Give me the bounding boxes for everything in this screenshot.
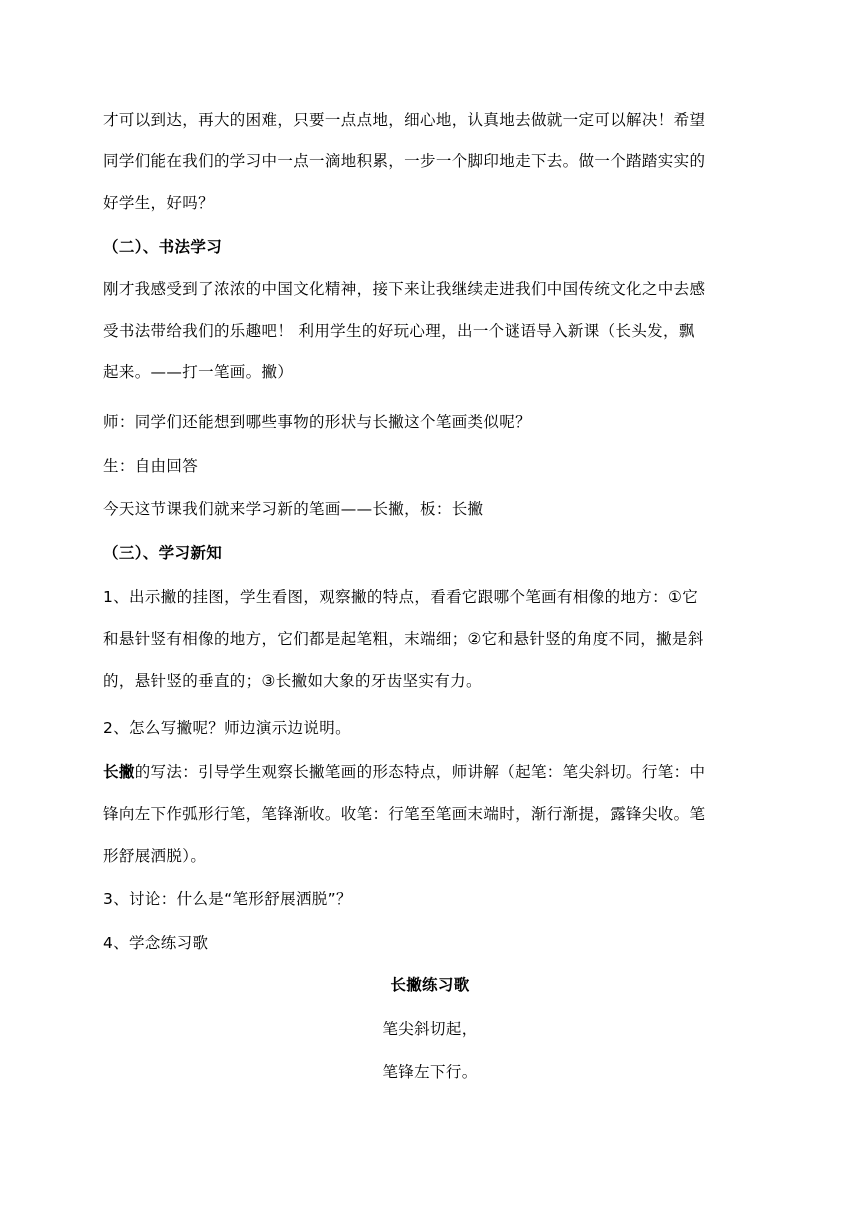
writing-method-text: 的写法：引导学生观察长撇笔画的形态特点，师讲解（起笔：笔尖斜切。行笔：中 (134, 763, 706, 781)
song-line: 笔尖斜切起， (382, 1020, 478, 1038)
paragraph-line: 起来。——打一笔画。撇） (103, 363, 294, 381)
song-line: 笔锋左下行。 (382, 1063, 478, 1081)
paragraph-line: 好学生，好吗？ (103, 194, 214, 212)
paragraph-line: 刚才我感受到了浓浓的中国文化精神，接下来让我继续走进我们中国传统文化之中去感 (103, 280, 706, 298)
writing-method-bold-term: 长撇 (103, 763, 135, 781)
section-heading-new-knowledge: （三）、学习新知 (103, 544, 223, 562)
writing-method-line: 形舒展洒脱）。 (103, 847, 207, 865)
paragraph-line: 才可以到达，再大的困难，只要一点点地，细心地，认真地去做就一定可以解决！希望 (103, 111, 706, 129)
today-lesson-line: 今天这节课我们就来学习新的笔画——长撇，板：长撇 (103, 500, 484, 518)
section-heading-calligraphy: （二）、书法学习 (103, 238, 223, 256)
list-item-1-line: 和悬针竖有相像的地方，它们都是起笔粗，末端细；②它和悬针竖的角度不同，撇是斜 (103, 630, 704, 648)
list-item-1-line: 的，悬针竖的垂直的；③长撇如大象的牙齿坚实有力。 (103, 672, 482, 690)
writing-method-line: 锋向左下作弧形行笔，笔锋渐收。收笔：行笔至笔画末端时，渐行渐提，露锋尖收。笔 (103, 805, 706, 823)
paragraph-line: 同学们能在我们的学习中一点一滴地积累，一步一个脚印地走下去。做一个踏踏实实的 (103, 152, 706, 170)
paragraph-line: 受书法带给我们的乐趣吧！ 利用学生的好玩心理，出一个谜语导入新课（长头发，飘 (103, 322, 695, 340)
song-title: 长撇练习歌 (390, 976, 470, 994)
teacher-question: 师：同学们还能想到哪些事物的形状与长撇这个笔画类似呢？ (103, 413, 531, 431)
list-item-4: 4、学念练习歌 (103, 934, 209, 952)
list-item-2: 2、怎么写撇呢？师边演示边说明。 (103, 719, 351, 737)
list-item-1-line: 1、出示撇的挂图，学生看图，观察撇的特点，看看它跟哪个笔画有相像的地方：①它 (103, 588, 699, 606)
writing-method-line (103, 762, 757, 782)
student-answer: 生：自由回答 (103, 457, 199, 475)
list-item-3: 3、讨论：什么是“笔形舒展洒脱”？ (103, 890, 352, 908)
